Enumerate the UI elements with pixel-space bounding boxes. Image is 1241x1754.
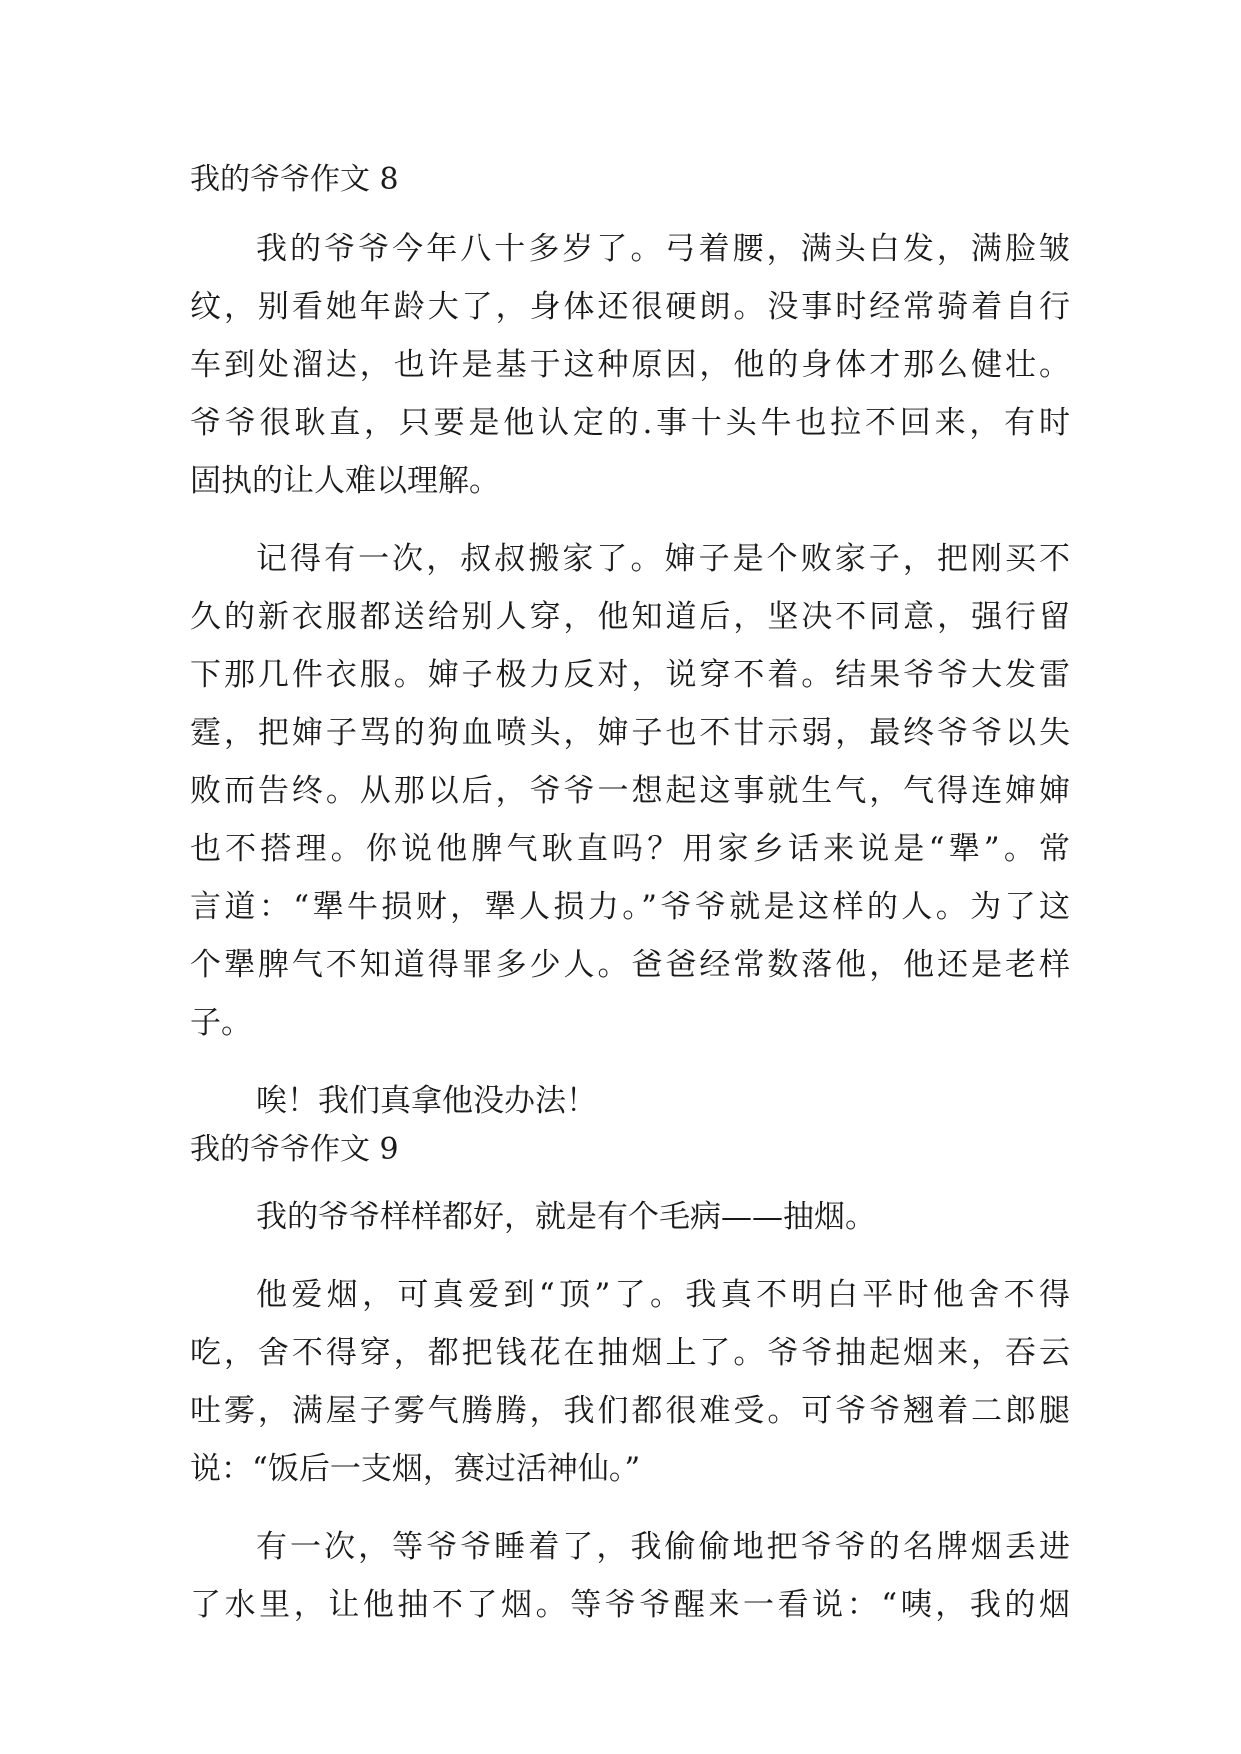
text-line: 说：“饭后一支烟，赛过活神仙。”	[190, 1451, 641, 1487]
essay-8-paragraph-2	[190, 530, 1070, 1052]
text-line: 言道：“犟牛损财，犟人损力。”爷爷就是这样的人。为了这	[190, 889, 1070, 925]
text-line: 纹，别看她年龄大了，身体还很硬朗。没事时经常骑着自行	[190, 289, 1070, 325]
text-line: 有一次，等爷爷睡着了，我偷偷地把爷爷的名牌烟丢进	[256, 1529, 1070, 1565]
essay-9-paragraph-3	[190, 1518, 1070, 1634]
text-line: 了水里，让他抽不了烟。等爷爷醒来一看说：“咦，我的烟	[190, 1587, 1070, 1623]
text-line: 吐雾，满屋子雾气腾腾，我们都很难受。可爷爷翘着二郎腿	[190, 1393, 1070, 1429]
text-line: 我的爷爷今年八十多岁了。弓着腰，满头白发，满脸皱	[256, 231, 1070, 267]
text-line: 子。	[190, 1005, 252, 1041]
text-line: 车到处溜达，也许是基于这种原因，他的身体才那么健壮。	[190, 347, 1070, 383]
essay-8-paragraph-1	[190, 220, 1070, 510]
text-line: 唉！我们真拿他没办法！	[256, 1083, 597, 1119]
essay-9-heading: 我的爷爷作文 9	[190, 1132, 399, 1167]
text-line: 也不搭理。你说他脾气耿直吗？用家乡话来说是“犟”。常	[190, 831, 1070, 867]
essay-8-paragraph-3	[190, 1072, 1070, 1130]
text-line: 他爱烟，可真爱到“顶”了。我真不明白平时他舍不得	[256, 1277, 1070, 1313]
text-line: 败而告终。从那以后，爷爷一想起这事就生气，气得连婶婶	[190, 773, 1070, 809]
essay-8-heading: 我的爷爷作文 8	[190, 162, 399, 197]
text-line: 霆，把婶子骂的狗血喷头，婶子也不甘示弱，最终爷爷以失	[190, 715, 1070, 751]
text-line: 个犟脾气不知道得罪多少人。爸爸经常数落他，他还是老样	[190, 947, 1070, 983]
essay-9-paragraph-2	[190, 1266, 1070, 1498]
text-line: 我的爷爷样样都好，就是有个毛病——抽烟。	[256, 1199, 876, 1235]
text-line: 下那几件衣服。婶子极力反对，说穿不着。结果爷爷大发雷	[190, 657, 1070, 693]
text-column	[190, 160, 1070, 1654]
text-line: 固执的让人难以理解。	[190, 463, 500, 499]
text-line: 吃，舍不得穿，都把钱花在抽烟上了。爷爷抽起烟来，吞云	[190, 1335, 1070, 1371]
text-line: 记得有一次，叔叔搬家了。婶子是个败家子，把刚买不	[256, 541, 1070, 577]
text-line: 爷爷很耿直，只要是他认定的.事十头牛也拉不回来，有时	[190, 405, 1070, 441]
essay-9-paragraph-1	[190, 1188, 1070, 1246]
text-line: 久的新衣服都送给别人穿，他知道后，坚决不同意，强行留	[190, 599, 1070, 635]
